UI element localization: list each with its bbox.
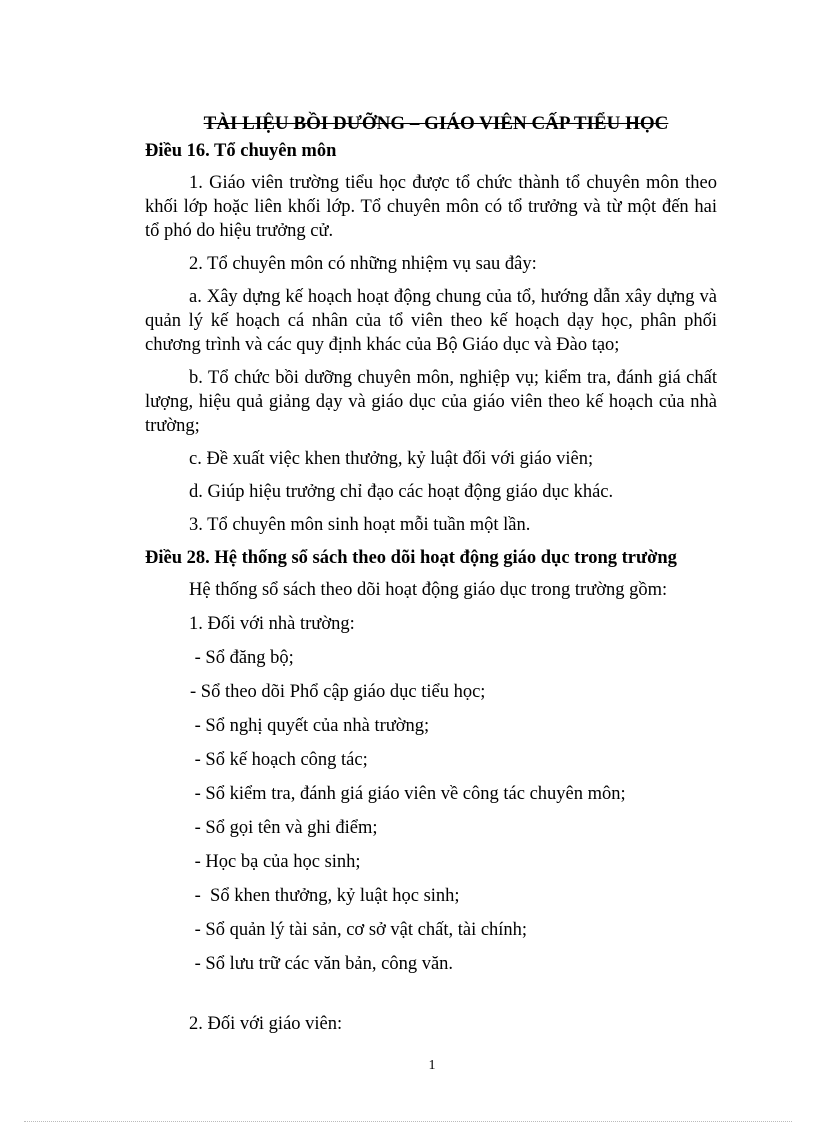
list-item: - Sổ kế hoạch công tác; bbox=[190, 750, 368, 770]
list-item: - Sổ theo dõi Phổ cập giáo dục tiểu học; bbox=[190, 682, 486, 702]
article-16-point-d: d. Giúp hiệu trưởng chỉ đạo các hoạt động giáo dục khác. bbox=[189, 482, 614, 502]
list-item: - Sổ nghị quyết của nhà trường; bbox=[190, 716, 430, 736]
article-16-clause-1: 1. Giáo viên trường tiểu học được tổ chức thành tổ chuyên môn theo khối lớp hoặc liên khối lớp. Tổ chuyên môn có tổ trưởng và từ một đến hai tổ phó do hiệu trưởng cử. bbox=[145, 173, 717, 241]
article-28-section-1: 1. Đối với nhà trường: bbox=[189, 614, 355, 634]
list-item: - Sổ gọi tên và ghi điểm; bbox=[190, 818, 378, 838]
article-16-heading: Điều 16. Tổ chuyên môn bbox=[145, 141, 337, 161]
list-item: - Sổ kiểm tra, đánh giá giáo viên về công tác chuyên môn; bbox=[190, 784, 626, 804]
list-item: - Sổ đăng bộ; bbox=[190, 648, 294, 668]
article-16-point-b: b. Tổ chức bồi dưỡng chuyên môn, nghiệp vụ; kiểm tra, đánh giá chất lượng, hiệu quả giảng dạy và giáo dục của giáo viên theo kế hoạch của nhà trường; bbox=[145, 368, 717, 436]
article-28-intro: Hệ thống sổ sách theo dõi hoạt động giáo dục trong trường gồm: bbox=[189, 580, 668, 600]
article-16-point-c: c. Đề xuất việc khen thưởng, kỷ luật đối với giáo viên; bbox=[189, 449, 594, 469]
list-item: - Học bạ của học sinh; bbox=[190, 852, 361, 872]
article-16-clause-3: 3. Tổ chuyên môn sinh hoạt mỗi tuần một lần. bbox=[189, 515, 531, 535]
article-28-section-2: 2. Đối với giáo viên: bbox=[189, 1014, 343, 1034]
list-item: - Sổ quản lý tài sản, cơ sở vật chất, tài chính; bbox=[190, 920, 528, 940]
article-28-heading: Điều 28. Hệ thống sổ sách theo dõi hoạt động giáo dục trong trường bbox=[145, 548, 677, 568]
list-item: - Sổ lưu trữ các văn bản, công văn. bbox=[190, 954, 454, 974]
document-title: TÀI LIỆU BỒI DƯỠNG – GIÁO VIÊN CẤP TIỂU HỌC bbox=[203, 113, 669, 134]
article-16-clause-2: 2. Tổ chuyên môn có những nhiệm vụ sau đây: bbox=[189, 254, 537, 274]
list-item: - Sổ khen thưởng, kỷ luật học sinh; bbox=[190, 886, 460, 906]
document-body bbox=[145, 139, 717, 1046]
page-bottom-divider bbox=[24, 1121, 792, 1122]
page-number: 1 bbox=[428, 1058, 436, 1073]
article-16-point-a: a. Xây dựng kế hoạch hoạt động chung của tổ, hướng dẫn xây dựng và quản lý kế hoạch cá nhân của tổ viên theo kế hoạch dạy học, phân phối chương trình và các quy định khác của Bộ Giáo dục và Đào tạo; bbox=[145, 287, 717, 355]
spacer bbox=[145, 986, 717, 1012]
